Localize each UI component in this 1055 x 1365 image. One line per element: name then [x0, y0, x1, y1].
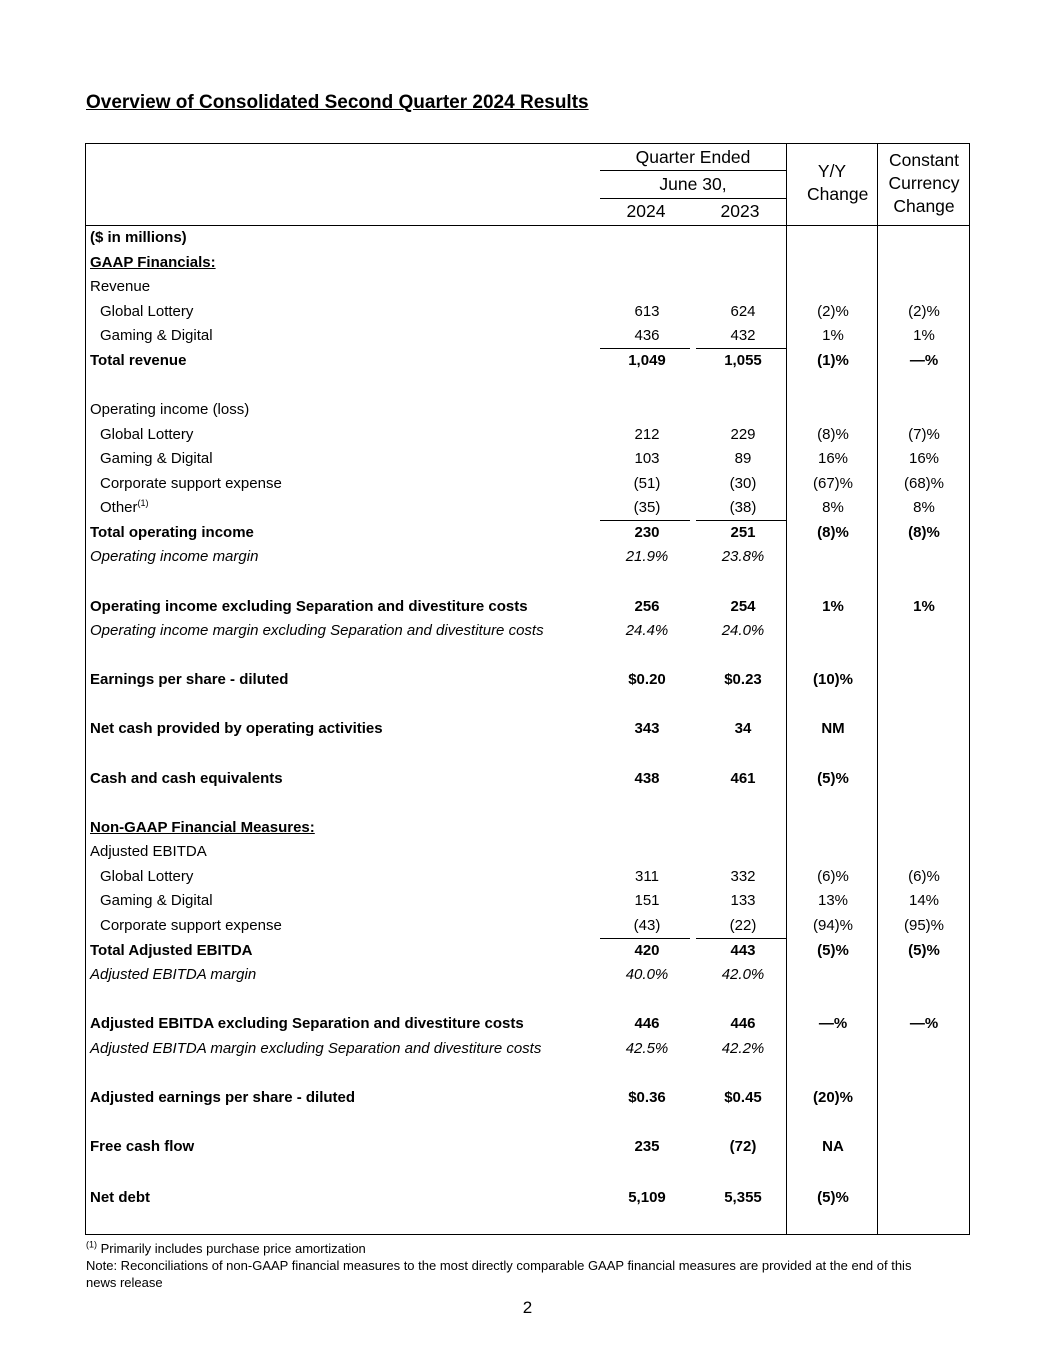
- value-2024: 103: [634, 450, 660, 467]
- table-row: [86, 521, 970, 545]
- row-label: Adjusted EBITDA margin: [90, 966, 257, 983]
- value-2024: 256: [634, 598, 660, 615]
- row-label: Global Lottery: [100, 426, 194, 443]
- value-2024: 230: [634, 524, 660, 541]
- row-label: Cash and cash equivalents: [90, 770, 283, 787]
- table-row: [86, 472, 970, 496]
- value-yy-change: NA: [822, 1138, 844, 1155]
- table-row: [86, 226, 970, 250]
- value-yy-change: 16%: [817, 450, 849, 467]
- footnote-1-text: Primarily includes purchase price amortization: [97, 1241, 366, 1256]
- value-2023: 229: [730, 426, 756, 443]
- value-2024: 343: [634, 720, 660, 737]
- table-row: [86, 447, 970, 471]
- value-2023: 1,055: [724, 352, 762, 369]
- other-label: Other: [100, 499, 138, 516]
- value-2024: 235: [634, 1138, 660, 1155]
- table-row: [86, 1086, 970, 1110]
- row-label: Corporate support expense: [100, 917, 282, 934]
- header-quarter-ended: Quarter Ended: [635, 147, 751, 167]
- header-underline: [600, 170, 786, 171]
- value-cc-change: 16%: [908, 450, 940, 467]
- value-2024: 40.0%: [625, 966, 669, 983]
- value-2023: 461: [730, 770, 756, 787]
- value-2023: 251: [730, 524, 756, 541]
- value-yy-change: 1%: [822, 598, 844, 615]
- value-2024: 438: [634, 770, 660, 787]
- footnote-marker: (1): [86, 1239, 97, 1250]
- value-cc-change: —%: [909, 1015, 939, 1032]
- table-row: [86, 251, 970, 275]
- value-2023: 443: [730, 942, 756, 959]
- value-2024: 311: [635, 868, 659, 885]
- value-2023: 34: [734, 720, 752, 737]
- row-label: Corporate support expense: [100, 475, 282, 492]
- row-label: Adjusted EBITDA excluding Separation and divestiture costs: [90, 1015, 524, 1032]
- value-2024: 436: [634, 327, 660, 344]
- value-cc-change: (2)%: [908, 303, 940, 320]
- table-row: [86, 545, 970, 569]
- table-row: [86, 275, 970, 299]
- units-label: ($ in millions): [90, 229, 187, 246]
- value-yy-change: (67)%: [812, 475, 853, 492]
- page-number: 2: [522, 1298, 533, 1317]
- value-2023: $0.23: [724, 671, 762, 688]
- row-label: Global Lottery: [100, 303, 194, 320]
- value-yy-change: —%: [818, 1015, 848, 1032]
- group-heading-adjusted-ebitda: Adjusted EBITDA: [90, 843, 207, 860]
- table-row: [86, 324, 970, 348]
- value-2023: (30): [729, 475, 757, 492]
- value-cc-change: (5)%: [908, 942, 940, 959]
- table-row: [86, 398, 970, 422]
- table-row: [86, 865, 970, 889]
- row-label: Adjusted EBITDA margin excluding Separation and divestiture costs: [90, 1040, 542, 1057]
- table-row: [86, 619, 970, 643]
- value-2024: 24.4%: [625, 622, 669, 639]
- value-yy-change: (8)%: [817, 426, 849, 443]
- footnote-marker: (1): [137, 498, 149, 508]
- row-label: Gaming & Digital: [100, 327, 213, 344]
- value-cc-change: (6)%: [908, 868, 940, 885]
- value-cc-change: 1%: [913, 598, 935, 615]
- row-label: Global Lottery: [100, 868, 194, 885]
- row-label: [100, 496, 149, 520]
- footnote-1: [86, 1240, 366, 1257]
- value-cc-change: (8)%: [908, 524, 940, 541]
- row-label: Operating income margin excluding Separation and divestiture costs: [90, 622, 544, 639]
- value-yy-change: (5)%: [817, 770, 849, 787]
- row-label: Total revenue: [90, 352, 187, 369]
- value-2023: 332: [730, 868, 756, 885]
- value-yy-change: (6)%: [817, 868, 849, 885]
- header-period: June 30,: [659, 174, 727, 194]
- value-yy-change: NM: [821, 720, 845, 737]
- value-2024: 420: [634, 942, 660, 959]
- table-row: [86, 496, 970, 520]
- row-label: Total Adjusted EBITDA: [90, 942, 253, 959]
- value-yy-change: (5)%: [817, 942, 849, 959]
- value-cc-change: 8%: [913, 499, 935, 516]
- row-label: Operating income excluding Separation and divestiture costs: [90, 598, 528, 615]
- value-2023: 446: [730, 1015, 756, 1032]
- value-yy-change: 13%: [817, 892, 849, 909]
- row-label: Net debt: [90, 1189, 150, 1206]
- note-continuation: news release: [86, 1275, 163, 1290]
- value-2024: 212: [634, 426, 660, 443]
- value-cc-change: —%: [909, 352, 939, 369]
- value-yy-change: (1)%: [817, 352, 849, 369]
- table-row: [86, 914, 970, 938]
- value-2023: 42.0%: [721, 966, 765, 983]
- value-2023: (72): [729, 1138, 757, 1155]
- row-label: Gaming & Digital: [100, 892, 213, 909]
- value-2023: 89: [734, 450, 752, 467]
- value-2024: (43): [633, 917, 661, 934]
- table-row: [86, 1012, 970, 1036]
- section-heading-gaap: GAAP Financials:: [90, 254, 216, 271]
- table-row: [86, 767, 970, 791]
- row-label: Net cash provided by operating activities: [90, 720, 383, 737]
- value-2023: 432: [730, 327, 756, 344]
- value-yy-change: (20)%: [812, 1089, 853, 1106]
- table-row: [86, 300, 970, 324]
- value-cc-change: 14%: [908, 892, 940, 909]
- table-row: [86, 1135, 970, 1159]
- value-2024: 42.5%: [625, 1040, 669, 1057]
- value-2024: 446: [634, 1015, 660, 1032]
- row-label: Operating income margin: [90, 548, 259, 565]
- header-constant-currency-change: Constant Currency Change: [888, 150, 960, 216]
- group-heading-operating-income: Operating income (loss): [90, 401, 250, 418]
- value-2023: 254: [730, 598, 756, 615]
- table-row: [86, 349, 970, 373]
- value-yy-change: (2)%: [817, 303, 849, 320]
- value-2023: 624: [730, 303, 756, 320]
- row-label: Free cash flow: [90, 1138, 195, 1155]
- page-title: Overview of Consolidated Second Quarter 2024 Results: [86, 92, 589, 113]
- value-2024: $0.20: [628, 671, 666, 688]
- header-year-2023: 2023: [720, 201, 760, 221]
- table-row: [86, 816, 970, 840]
- value-cc-change: 1%: [913, 327, 935, 344]
- value-2023: 5,355: [724, 1189, 762, 1206]
- table-row: [86, 939, 970, 963]
- value-2023: 133: [730, 892, 756, 909]
- value-2023: (38): [729, 499, 757, 516]
- table-row: [86, 840, 970, 864]
- header-year-2024: 2024: [626, 201, 666, 221]
- row-label: Adjusted earnings per share - diluted: [90, 1089, 356, 1106]
- value-2024: 613: [634, 303, 660, 320]
- value-yy-change: 1%: [822, 327, 844, 344]
- value-2024: (51): [633, 475, 661, 492]
- value-cc-change: (95)%: [903, 917, 944, 934]
- table-row: [86, 423, 970, 447]
- table-row: [86, 717, 970, 741]
- header-yy-change: Y/Y Change: [807, 161, 869, 204]
- note: Note: Reconciliations of non-GAAP financial measures to the most directly comparable GAAP financial measures are provided at the end of this: [86, 1258, 912, 1273]
- value-2023: 23.8%: [721, 548, 765, 565]
- section-heading-non-gaap: Non-GAAP Financial Measures:: [90, 819, 315, 836]
- row-label: Earnings per share - diluted: [90, 671, 289, 688]
- value-yy-change: (5)%: [817, 1189, 849, 1206]
- value-yy-change: 8%: [822, 499, 844, 516]
- value-2023: 42.2%: [721, 1040, 765, 1057]
- table-row: [86, 889, 970, 913]
- value-2024: 5,109: [628, 1189, 666, 1206]
- value-2024: 21.9%: [625, 548, 669, 565]
- value-2023: 24.0%: [721, 622, 765, 639]
- value-yy-change: (8)%: [817, 524, 849, 541]
- table-row: [86, 595, 970, 619]
- value-yy-change: (94)%: [812, 917, 853, 934]
- group-heading-revenue: Revenue: [90, 278, 151, 295]
- value-2023: $0.45: [724, 1089, 762, 1106]
- table-row: [86, 668, 970, 692]
- value-cc-change: (68)%: [903, 475, 944, 492]
- value-2023: (22): [729, 917, 757, 934]
- row-label: Total operating income: [90, 524, 254, 541]
- value-yy-change: (10)%: [812, 671, 853, 688]
- value-2024: $0.36: [628, 1089, 666, 1106]
- value-2024: (35): [633, 499, 661, 516]
- header-underline: [600, 198, 786, 199]
- value-2024: 151: [634, 892, 660, 909]
- table-row: [86, 1037, 970, 1061]
- value-2024: 1,049: [628, 352, 666, 369]
- row-label: Gaming & Digital: [100, 450, 213, 467]
- table-row: [86, 1186, 970, 1210]
- value-cc-change: (7)%: [908, 426, 940, 443]
- table-row: [86, 963, 970, 987]
